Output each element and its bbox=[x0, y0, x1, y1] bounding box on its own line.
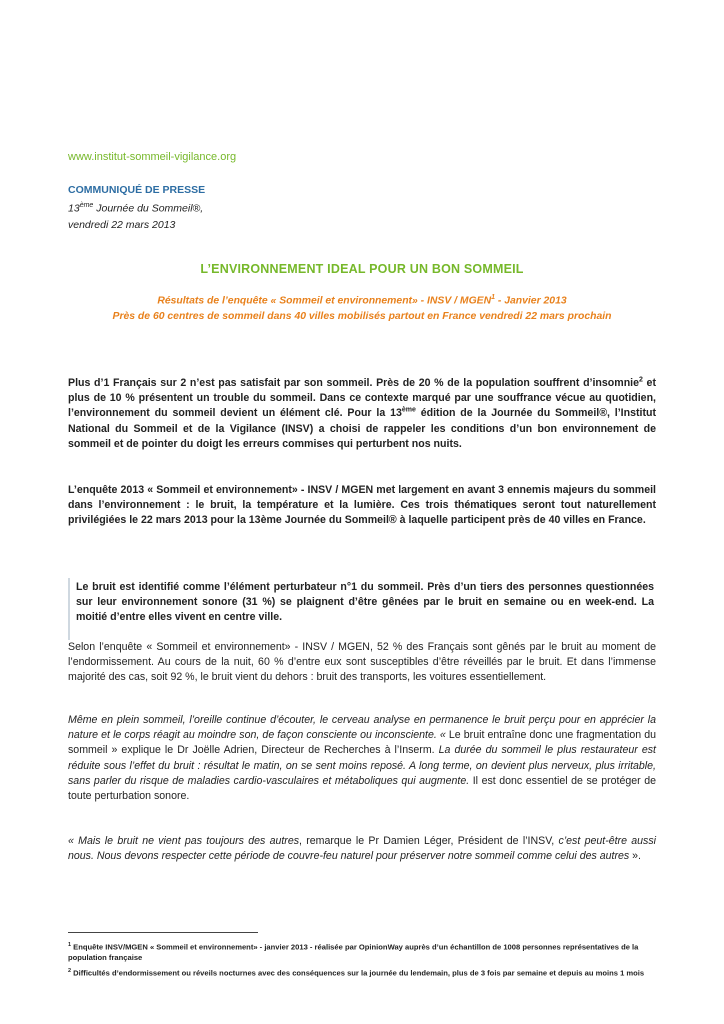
intro-p1-text-a: Plus d’1 Français sur 2 n’est pas satisfait par son sommeil. Près de 20 % de la population souffrent d’insomnie bbox=[68, 377, 639, 389]
intro-paragraph-1 bbox=[68, 376, 656, 452]
event-name bbox=[68, 202, 203, 215]
footnote-ref-1: 1 bbox=[491, 294, 495, 301]
document-title: L’ENVIRONNEMENT IDEAL POUR UN BON SOMMEIL bbox=[200, 262, 524, 276]
body-paragraph-5 bbox=[68, 834, 656, 864]
event-title: Journée du Sommeil®, bbox=[93, 202, 204, 215]
body-paragraph-3: Selon l’enquête « Sommeil et environnement» - INSV / MGEN, 52 % des Français sont gênés par le bruit au moment de l’endormissement. Au cours de la nuit, 60 % d’entre eux sont susceptibles d’être réveillés par le bruit. Et dans l’immense majorité des cas, soit 92 %, le bruit vient du dehors : bruit des transports, les voitures essentiellement. bbox=[68, 641, 656, 684]
event-number-suffix: ème bbox=[79, 202, 94, 209]
website-url[interactable]: www.institut-sommeil-vigilance.org bbox=[68, 151, 237, 163]
p4-italic-d: La durée du sommeil le plus restaurateur est réduite sous l’effet du bruit : résultat le matin, on se sent moins reposé. A long terme, on devient plus nerveux, plus irritable, sans parler du risque de maladies cardio-vasculaires et métaboliques qui augmente. bbox=[68, 744, 656, 787]
subtitle-survey: Résultats de l’enquête « Sommeil et environnement» - INSV / MGEN bbox=[157, 295, 492, 307]
subtitle-date: - Janvier 2013 bbox=[495, 295, 567, 307]
intro-paragraph-2: L’enquête 2013 « Sommeil et environnement» - INSV / MGEN met largement en avant 3 ennemis majeurs du sommeil dans l’environnement : le bruit, la température et la lumière. Ces trois thématiques seront tout naturellement privilégiées le 22 mars 2013 pour la 13ème Journée du Sommeil® à laquelle participent près de 40 villes en France. bbox=[68, 484, 656, 527]
footnote-1-number: 1 bbox=[68, 942, 72, 948]
footnote-1-text: Enquête INSV/MGEN « Sommeil et environnement» - janvier 2013 - réalisée par OpinionWay auprès d’un échantillon de 1008 personnes représentatives de la population française bbox=[68, 942, 639, 962]
footnote-ref-2: 2 bbox=[639, 376, 643, 384]
event-number: 13 bbox=[68, 202, 80, 215]
press-release-label: COMMUNIQUÉ DE PRESSE bbox=[68, 184, 206, 196]
footnote-1 bbox=[68, 940, 658, 963]
subtitle-line-2: Près de 60 centres de sommeil dans 40 villes mobilisés partout en France vendredi 22 mars prochain bbox=[112, 311, 612, 322]
edition-suffix: ème bbox=[401, 406, 416, 414]
footnote-divider bbox=[68, 932, 258, 933]
highlight-paragraph: Le bruit est identifié comme l’élément perturbateur n°1 du sommeil. Près d’un tiers des personnes questionnées sur leur environnement sonore (31 %) se plaignent d’être gênées par le bruit en semaine ou en week-end. La moitié d’entre elles vivent en centre ville. bbox=[76, 581, 654, 624]
p4-conclusion: Il est donc essentiel de se protéger de toute perturbation sonore. bbox=[68, 774, 656, 803]
intro-p1-text-b: et plus de 10 % présentent un trouble du sommeil. Dans ce contexte marqué par une souffrance vécue au quotidien, l’environnement du sommeil devient un élément clé. Pour la 13 bbox=[68, 377, 656, 420]
footnote-2-number: 2 bbox=[68, 968, 72, 974]
footnote-2 bbox=[68, 966, 658, 979]
p4-italic-a: Même en plein sommeil, l’oreille continue d’écouter, le cerveau analyse en permanence le bruit perçu pour en apprécier la nature et le corps réagit au moindre son, de façon consciente ou inconsciente. « bbox=[68, 714, 656, 742]
highlight-border bbox=[68, 578, 70, 640]
intro-p1-text-c: édition de la Journée du Sommeil®, l’Institut National du Sommeil et de la Vigilance (INSV) a choisi de rappeler les conditions d’un bon environnement de sommeil et de pointer du doigt les erreurs commises qui perturbent nos nuits. bbox=[68, 407, 656, 450]
p5-quote-c: c’est peut-être aussi nous. Nous devons respecter cette période de couvre-feu naturel pour préserver notre sommeil comme celui des autres bbox=[68, 835, 656, 863]
event-date: vendredi 22 mars 2013 bbox=[68, 219, 176, 231]
p4-quote: Le bruit entraîne donc une fragmentation du sommeil bbox=[68, 729, 656, 757]
body-paragraph-4 bbox=[68, 713, 656, 804]
p5-attribution: , remarque le Pr Damien Léger, Président de l’INSV, bbox=[299, 835, 559, 847]
p5-quote-a: « Mais le bruit ne vient pas toujours des autres bbox=[68, 835, 300, 847]
p4-attribution: » explique le Dr Joëlle Adrien, Directeur de Recherches à l’Inserm. bbox=[107, 744, 435, 757]
subtitle-line-1 bbox=[68, 294, 656, 306]
p5-close: ». bbox=[629, 850, 641, 863]
footnote-2-text: Difficultés d’endormissement ou réveils nocturnes avec des conséquences sur la journée du lendemain, plus de 3 fois par semaine et depuis au moins 1 mois bbox=[71, 968, 645, 978]
